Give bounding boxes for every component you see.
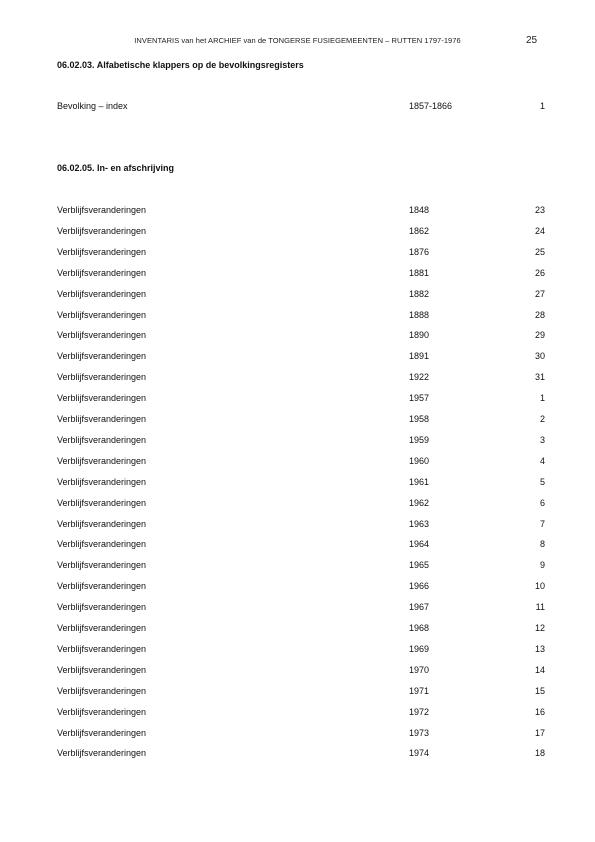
item-number: 4 [539, 455, 545, 466]
item-number: 8 [539, 539, 545, 550]
section-heading: 06.02.03. Alfabetische klappers op de bevolkingsregisters [57, 60, 304, 70]
item-number: 30 [534, 351, 545, 362]
item-title: Verblijfsveranderingen [57, 372, 147, 383]
item-date: 1961 [409, 476, 430, 487]
list-item [57, 498, 545, 511]
item-title: Verblijfsveranderingen [57, 643, 147, 654]
item-title: Verblijfsveranderingen [57, 706, 147, 717]
item-date: 1862 [409, 225, 430, 236]
item-number: 2 [539, 414, 545, 424]
item-title: Verblijfsveranderingen [57, 393, 147, 404]
section-heading: 06.02.05. In- en afschrijving [57, 163, 175, 173]
item-number: 16 [534, 706, 545, 717]
item-number: 9 [539, 560, 545, 571]
item-title: Verblijfsveranderingen [57, 267, 147, 278]
item-number: 14 [534, 664, 545, 675]
item-date: 1888 [409, 309, 430, 320]
list-item [57, 435, 545, 448]
item-date: 1957 [409, 393, 430, 404]
item-title: Verblijfsveranderingen [57, 476, 147, 487]
item-number: 10 [534, 581, 545, 592]
item-number: 23 [534, 205, 545, 215]
item-date: 1890 [409, 330, 430, 341]
item-date: 1922 [409, 372, 430, 383]
item-number: 28 [534, 309, 545, 320]
item-number: 11 [535, 602, 545, 613]
item-number: 12 [534, 623, 545, 633]
item-date: 1881 [409, 267, 430, 278]
list-item [57, 728, 545, 741]
item-number: 7 [539, 518, 545, 529]
item-date: 1857-1866 [409, 101, 453, 111]
list-item [57, 414, 545, 427]
item-date: 1964 [409, 539, 430, 550]
item-title: Verblijfsveranderingen [57, 330, 147, 341]
item-date: 1970 [409, 664, 430, 675]
list-item [57, 101, 545, 114]
item-title: Verblijfsveranderingen [57, 288, 147, 299]
item-title: Verblijfsveranderingen [57, 602, 147, 613]
list-item [57, 623, 545, 636]
item-number: 13 [534, 643, 545, 654]
item-number: 25 [534, 246, 545, 257]
list-item [57, 393, 545, 406]
item-number: 24 [534, 225, 545, 236]
list-item [57, 686, 545, 699]
item-number: 29 [534, 330, 545, 341]
item-title: Verblijfsveranderingen [57, 664, 147, 675]
list-item [57, 372, 545, 385]
item-number: 26 [534, 267, 545, 278]
item-title: Verblijfsveranderingen [57, 539, 147, 550]
item-date: 1960 [409, 455, 430, 466]
item-date: 1969 [409, 643, 430, 654]
list-item [57, 560, 545, 573]
list-item [57, 268, 545, 281]
item-title: Verblijfsveranderingen [57, 414, 147, 424]
list-item [57, 310, 545, 323]
item-date: 1972 [409, 706, 430, 717]
item-number: 27 [534, 288, 545, 299]
list-item [57, 205, 545, 218]
item-title: Verblijfsveranderingen [57, 225, 147, 236]
item-date: 1967 [409, 602, 430, 613]
list-item [57, 226, 545, 239]
page-number: 25 [526, 35, 538, 46]
list-item [57, 665, 545, 678]
list-item [57, 539, 545, 552]
item-title: Verblijfsveranderingen [57, 246, 147, 257]
item-number: 31 [534, 372, 545, 383]
item-title: Verblijfsveranderingen [57, 497, 147, 508]
item-title: Verblijfsveranderingen [57, 623, 147, 633]
list-item [57, 247, 545, 260]
item-date: 1891 [409, 351, 430, 362]
item-title: Verblijfsveranderingen [57, 685, 147, 696]
item-date: 1848 [409, 205, 430, 215]
list-item [57, 602, 545, 615]
item-title: Verblijfsveranderingen [57, 581, 147, 592]
list-item [57, 330, 545, 343]
item-title: Verblijfsveranderingen [57, 351, 147, 362]
item-date: 1958 [409, 414, 430, 424]
item-title: Verblijfsveranderingen [57, 518, 147, 529]
item-number: 1 [539, 393, 545, 404]
item-date: 1959 [409, 434, 430, 445]
item-title: Verblijfsveranderingen [57, 434, 147, 445]
item-title: Verblijfsveranderingen [57, 727, 147, 738]
list-item [57, 289, 545, 302]
item-date: 1966 [409, 581, 430, 592]
item-date: 1962 [409, 497, 430, 508]
item-date: 1974 [409, 748, 430, 759]
list-item [57, 707, 545, 720]
item-date: 1963 [409, 518, 430, 529]
item-title: Verblijfsveranderingen [57, 455, 147, 466]
item-date: 1965 [409, 560, 430, 571]
item-date: 1971 [409, 685, 430, 696]
item-number: 5 [539, 476, 545, 487]
item-number: 15 [534, 685, 545, 696]
item-number: 17 [534, 727, 545, 738]
item-number: 18 [534, 748, 545, 759]
item-title: Verblijfsveranderingen [57, 748, 147, 759]
header-title: INVENTARIS van het ARCHIEF van de TONGERSE FUSIEGEMEENTEN – RUTTEN 1797-1976 [134, 36, 461, 45]
item-title: Verblijfsveranderingen [57, 560, 147, 571]
item-date: 1876 [409, 246, 430, 257]
list-item [57, 748, 545, 761]
list-item [57, 519, 545, 532]
list-item [57, 477, 545, 490]
item-number: 3 [539, 434, 545, 445]
item-number: 1 [539, 101, 545, 111]
item-title: Verblijfsveranderingen [57, 309, 147, 320]
item-date: 1968 [409, 623, 430, 633]
list-item [57, 581, 545, 594]
list-item [57, 351, 545, 364]
list-item [57, 644, 545, 657]
list-item [57, 456, 545, 469]
item-number: 6 [539, 497, 545, 508]
item-date: 1973 [409, 727, 430, 738]
item-title: Bevolking – index [57, 101, 128, 111]
item-title: Verblijfsveranderingen [57, 205, 147, 215]
item-date: 1882 [409, 288, 430, 299]
